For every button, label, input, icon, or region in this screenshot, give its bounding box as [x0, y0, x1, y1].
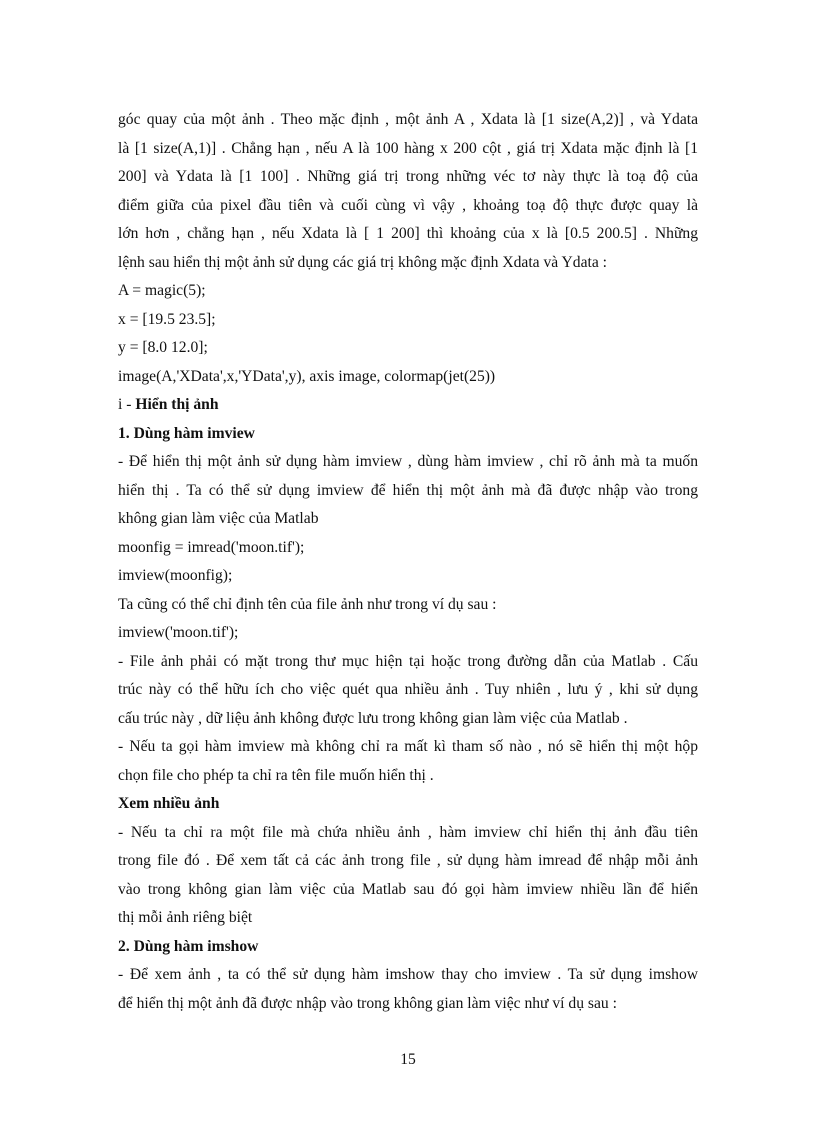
- text-line: Ta cũng có thể chỉ định tên của file ảnh như trong ví dụ sau :: [118, 595, 497, 613]
- text-line: điểm giữa của pixel đầu tiên và cuối cùng vì vậy , khoảng toạ độ thực được quay là: [118, 196, 698, 214]
- text-line: hiển thị . Ta có thể sử dụng imview để hiển thị một ảnh mà đã được nhập vào trong: [118, 481, 698, 499]
- text-line: - Để xem ảnh , ta có thể sử dụng hàm imshow thay cho imview . Ta sử dụng imshow: [118, 966, 698, 983]
- text-line: trúc này có thể hữu ích cho việc quét qua nhiều ảnh . Tuy nhiên , lưu ý , khi sử dụng: [118, 681, 698, 698]
- text-line: 200] và Ydata là [1 100] . Những giá trị trong những véc tơ này thực là toạ độ của: [118, 168, 698, 185]
- code-line: y = [8.0 12.0];: [118, 339, 208, 356]
- text-line: vào trong không gian làm việc của Matlab sau đó gọi hàm imview nhiều lần để hiển: [118, 880, 698, 898]
- text-line: - File ảnh phải có mặt trong thư mục hiện tại hoặc trong đường dẫn của Matlab . Cấu: [118, 652, 698, 670]
- text-line: chọn file cho phép ta chỉ ra tên file muốn hiển thị .: [118, 766, 434, 784]
- code-line: x = [19.5 23.5];: [118, 310, 216, 328]
- text-line: thị mỗi ảnh riêng biệt: [118, 909, 253, 926]
- text-line: để hiển thị một ảnh đã được nhập vào trong không gian làm việc như ví dụ sau :: [118, 994, 617, 1012]
- code-line: moonfig = imread('moon.tif');: [118, 538, 305, 556]
- text-line: là [1 size(A,1)] . Chẳng hạn , nếu A là 100 hàng x 200 cột , giá trị Xdata mặc định là [1: [118, 139, 698, 157]
- text-line: - Nếu ta chỉ ra một file mà chứa nhiều ảnh , hàm imview chỉ hiển thị ảnh đầu tiên: [118, 823, 698, 841]
- text-line: - Để hiển thị một ảnh sử dụng hàm imview , dùng hàm imview , chỉ rõ ảnh mà ta muốn: [118, 453, 698, 470]
- text-line: - Nếu ta gọi hàm imview mà không chỉ ra mất kì tham số nào , nó sẽ hiển thị một hộp: [118, 738, 698, 755]
- section-heading-i: [118, 391, 698, 420]
- section-prefix: i -: [118, 396, 136, 413]
- heading-imshow: 2. Dùng hàm imshow: [118, 937, 259, 955]
- code-line: A = magic(5);: [118, 282, 206, 299]
- document-body: [118, 106, 698, 1018]
- text-line: cấu trúc này , dữ liệu ảnh không được lưu trong không gian làm việc của Matlab .: [118, 709, 628, 727]
- text-line: trong file đó . Để xem tất cả các ảnh trong file , sử dụng hàm imread để nhập mỗi ảnh: [118, 852, 698, 869]
- section-title: Hiển thị ảnh: [135, 396, 219, 413]
- code-line: imview('moon.tif');: [118, 624, 239, 641]
- page-number: 15: [400, 1051, 416, 1068]
- code-line: imview(moonfig);: [118, 567, 233, 584]
- heading-xem-nhieu-anh: Xem nhiều ảnh: [118, 795, 220, 812]
- code-line: image(A,'XData',x,'YData',y), axis image, colormap(jet(25)): [118, 367, 496, 385]
- text-line: lệnh sau hiển thị một ảnh sử dụng các giá trị không mặc định Xdata và Ydata :: [118, 253, 607, 271]
- text-line: góc quay của một ảnh . Theo mặc định , một ảnh A , Xdata là [1 size(A,2)] , và Ydata: [118, 111, 698, 128]
- text-line: không gian làm việc của Matlab: [118, 510, 319, 527]
- heading-imview: 1. Dùng hàm imview: [118, 424, 255, 442]
- text-line: lớn hơn , chẳng hạn , nếu Xdata là [ 1 200] thì khoảng của x là [0.5 200.5] . Những: [118, 225, 698, 242]
